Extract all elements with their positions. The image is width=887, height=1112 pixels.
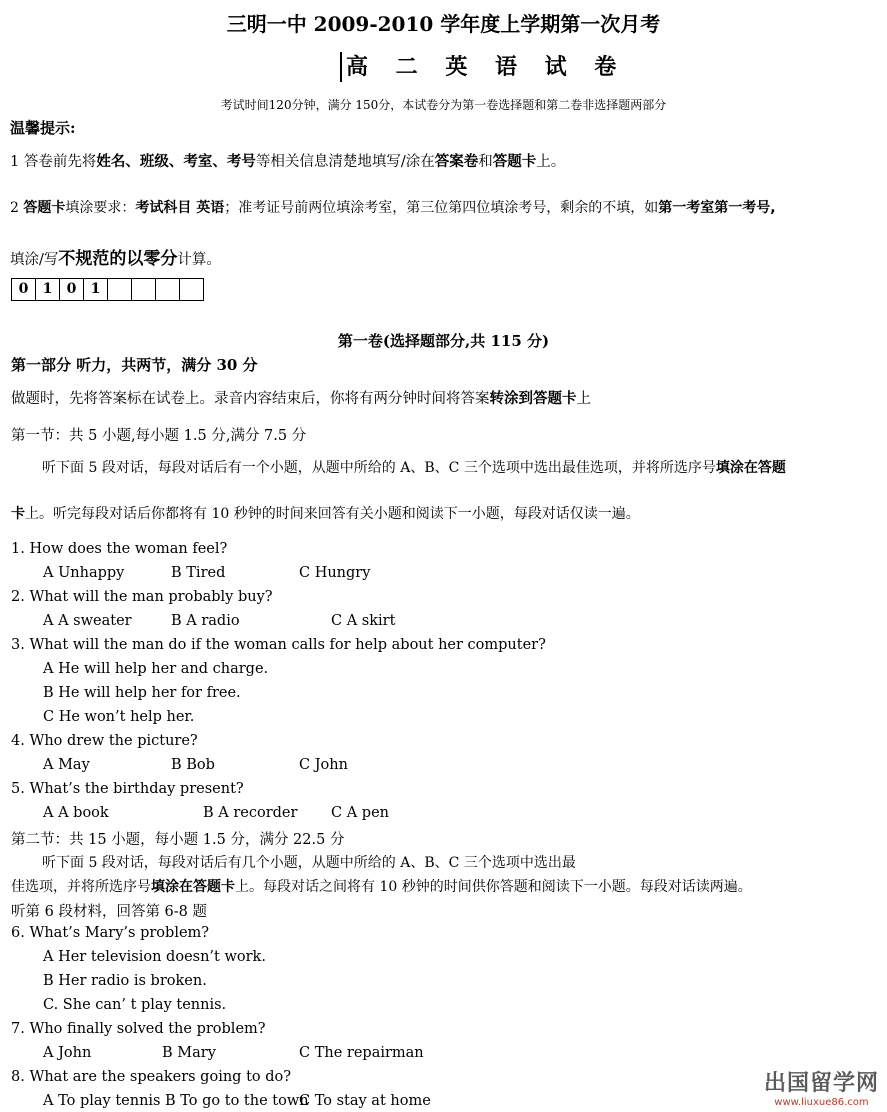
sub1-para1-text-a: 听下面 5 段对话，每段对话后有一个小题，从题中所给的 A、B、C 三个选项中选出最佳选项，并将所选序号 — [42, 460, 716, 476]
id-box — [156, 279, 180, 300]
subsection-1-para-2 — [11, 503, 640, 523]
id-box — [180, 279, 203, 300]
tip2-text-e: ；准考证号前两位填涂考室，第三位第四位填涂考号，剩余的不填，如 — [224, 200, 659, 216]
q2-option-b: B A radio — [171, 613, 240, 629]
tip1-text-f: 答题卡 — [492, 154, 537, 170]
q5-option-c: C A pen — [331, 805, 389, 821]
sub1-para1-text-b: 填涂在答题 — [715, 460, 786, 476]
question-6: 6. What’s Mary’s problem? — [11, 925, 210, 941]
subsection-1-heading: 第一节：共 5 小题,每小题 1.5 分,满分 7.5 分 — [11, 428, 307, 444]
tip2-text-b: 答题卡 — [23, 200, 66, 216]
tip1-text-e: 和 — [478, 154, 493, 170]
tip1-text-c: 等相关信息清楚地填写/涂在 — [255, 154, 435, 170]
sub2-para2-text-b: 填涂在答题卡 — [151, 879, 235, 895]
id-box: 1 — [36, 279, 60, 300]
q2-option-a: A A sweater — [43, 613, 132, 629]
instr-text-c: 上 — [576, 391, 591, 407]
q4-option-b: B Bob — [171, 757, 215, 773]
tip1-text-d: 答案卷 — [434, 154, 479, 170]
q3-option-c: C He won’t help her. — [43, 709, 195, 725]
id-box: 0 — [12, 279, 36, 300]
q5-option-b: B A recorder — [203, 805, 298, 821]
question-8: 8. What are the speakers going to do? — [11, 1069, 292, 1085]
subsection-2-heading: 第二节：共 15 小题，每小题 1.5 分，满分 22.5 分 — [11, 832, 345, 848]
question-2: 2. What will the man probably buy? — [11, 589, 273, 605]
sub1-para2-text-b: 上。听完每段对话后你都将有 10 秒钟的时间来回答有关小题和阅读下一小题，每段对话仅读一遍。 — [25, 506, 640, 522]
part-heading: 第一部分 听力，共两节，满分 30 分 — [11, 356, 258, 374]
sub2-para2-text-a: 佳选项，并将所选序号 — [11, 879, 151, 895]
tip3-text-b: 不规范的以零分 — [58, 249, 178, 269]
section-title: 第一卷(选择题部分,共 115 分) — [337, 332, 550, 350]
material-note: 听第 6 段材料，回答第 6-8 题 — [11, 904, 208, 920]
tip-item-2 — [10, 197, 776, 217]
question-1: 1. How does the woman feel? — [11, 541, 228, 557]
q6-option-c: C. She can’ t play tennis. — [43, 997, 227, 1013]
instruction-line — [11, 387, 591, 408]
tip1-text-b: 姓名、班级、考室、考号 — [96, 154, 256, 170]
q3-option-b: B He will help her for free. — [43, 685, 241, 701]
sub1-para2-text-a: 卡 — [11, 506, 25, 522]
subsection-1-para-1 — [42, 457, 786, 477]
q4-option-a: A May — [43, 757, 90, 773]
tip1-text-a: 1 答卷前先将 — [10, 154, 97, 170]
q4-option-c: C John — [299, 757, 348, 773]
instr-text-a: 做题时，先将答案标在试卷上。录音内容结束后，你将有两分钟时间将答案 — [11, 391, 490, 407]
subsection-2-para-2 — [11, 876, 752, 896]
q6-option-a: A Her television doesn’t work. — [43, 949, 266, 965]
tip3-text-a: 填涂/写 — [10, 252, 59, 268]
q8-option-c: C To stay at home — [299, 1093, 431, 1109]
tip2-text-d: 考试科目 英语 — [135, 200, 225, 216]
id-box: 1 — [84, 279, 108, 300]
subsection-2-para-1: 听下面 5 段对话，每段对话后有几个小题，从题中所给的 A、B、C 三个选项中选出最 — [42, 855, 576, 871]
q6-option-b: B Her radio is broken. — [43, 973, 207, 989]
tip-item-1 — [10, 150, 565, 171]
tip2-text-c: 填涂要求： — [65, 200, 136, 216]
watermark-logo — [764, 1066, 879, 1108]
instr-text-b: 转涂到答题卡 — [489, 391, 577, 407]
q2-option-c: C A skirt — [331, 613, 396, 629]
tip1-text-g: 上。 — [536, 154, 566, 170]
tips-heading: 温馨提示: — [10, 119, 76, 137]
tip2-text-a: 2 — [10, 200, 24, 216]
id-box: 0 — [60, 279, 84, 300]
q1-option-c: C Hungry — [299, 565, 371, 581]
watermark-main: 出国留学网 — [763, 1071, 879, 1096]
question-7: 7. Who finally solved the problem? — [11, 1021, 266, 1037]
q7-option-a: A John — [43, 1045, 92, 1061]
id-box — [132, 279, 156, 300]
watermark-url: www.liuxue86.com — [774, 1097, 869, 1108]
question-4: 4. Who drew the picture? — [11, 733, 198, 749]
q7-option-b: B Mary — [162, 1045, 216, 1061]
question-5: 5. What’s the birthday present? — [11, 781, 244, 797]
q1-option-a: A Unhappy — [43, 565, 125, 581]
q7-option-c: C The repairman — [299, 1045, 424, 1061]
exam-id-boxes — [11, 278, 204, 301]
exam-note: 考试时间120分钟，满分 150分，本试卷分为第一卷选择题和第二卷非选择题两部分 — [220, 98, 667, 112]
q3-option-a: A He will help her and charge. — [43, 661, 269, 677]
tip-item-3 — [10, 244, 221, 269]
question-3: 3. What will the man do if the woman calls for help about her computer? — [11, 637, 546, 653]
tip3-text-c: 计算。 — [177, 252, 221, 268]
id-box — [108, 279, 132, 300]
q5-option-a: A A book — [43, 805, 109, 821]
sub2-para2-text-c: 上。每段对话之间将有 10 秒钟的时间供你答题和阅读下一小题。每段对话读两遍。 — [235, 879, 752, 895]
exam-subtitle: 高 二 英 语 试 卷 — [340, 52, 626, 82]
q1-option-b: B Tired — [171, 565, 226, 581]
q8-option-b: B To go to the town — [165, 1093, 309, 1109]
exam-title: 三明一中 2009-2010 学年度上学期第一次月考 — [226, 12, 661, 36]
q8-option-a: A To play tennis — [43, 1093, 161, 1109]
tip2-text-f: 第一考室第一考号, — [658, 200, 776, 216]
